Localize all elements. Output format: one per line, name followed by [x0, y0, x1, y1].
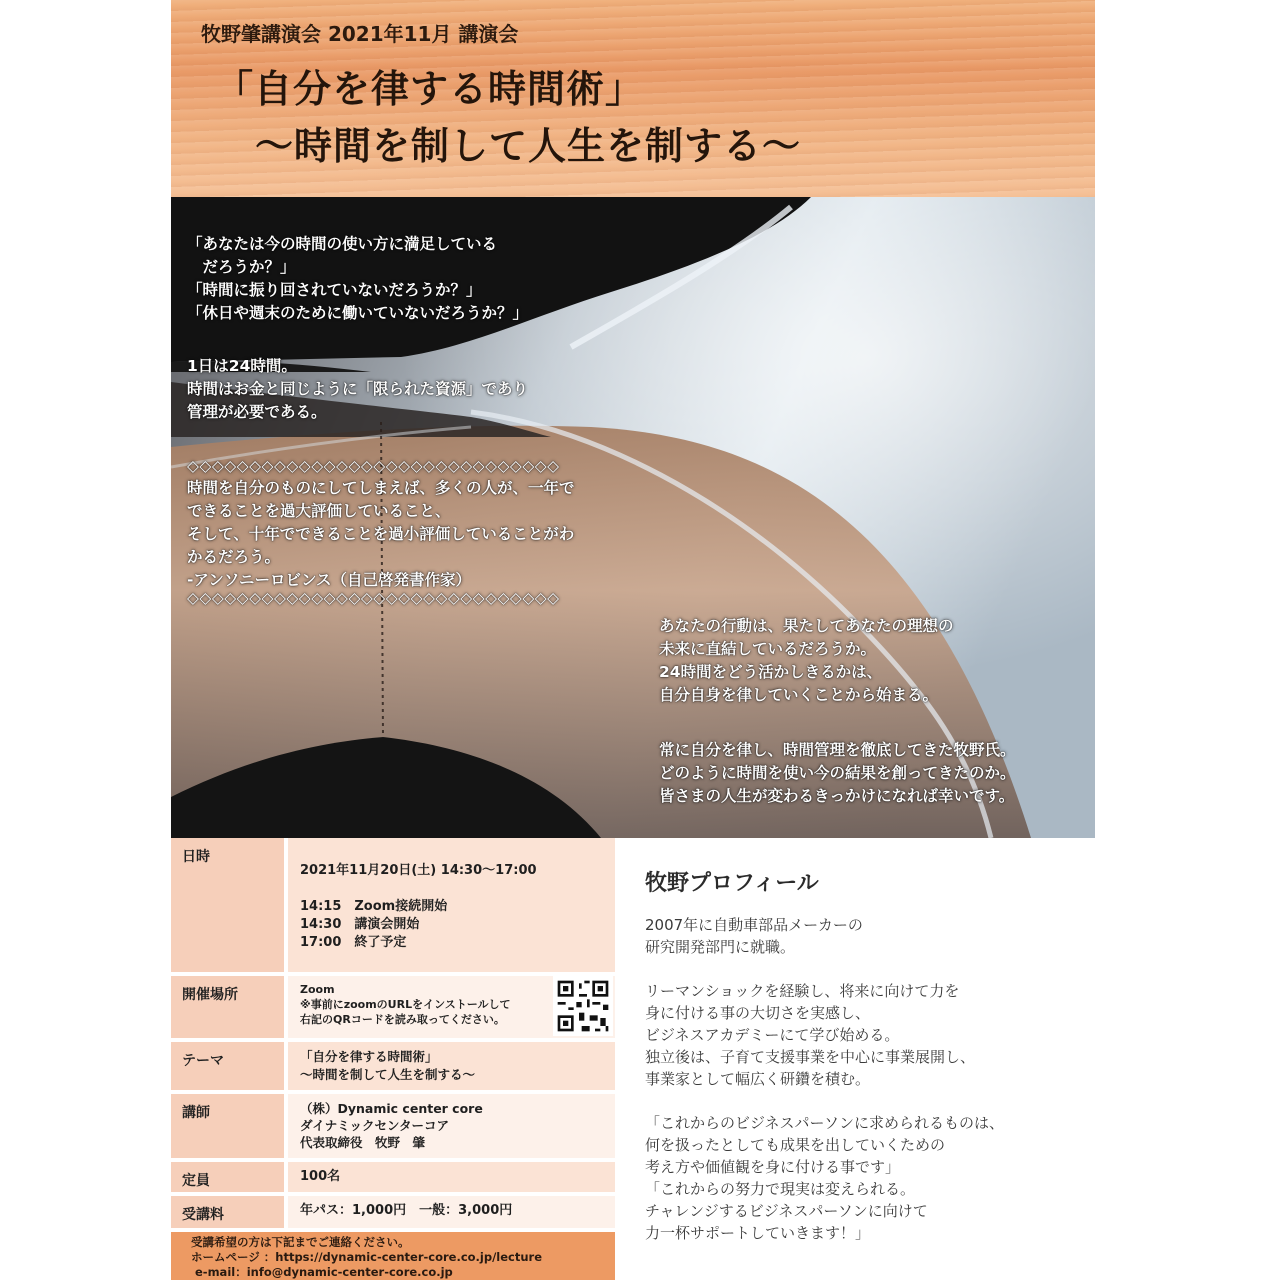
theme-label: テーマ — [171, 1042, 284, 1090]
profile-title: 牧野プロフィール — [645, 871, 819, 896]
venue-label: 開催場所 — [171, 976, 284, 1038]
table-row-fee — [171, 1196, 615, 1228]
hero-questions: 「あなたは今の時間の使い方に満足している だろうか？」 「時間に振り回されていないだろうか？」 「休日や週末のために働いていないだろうか？」 — [187, 235, 529, 322]
date-label: 日時 — [171, 838, 284, 972]
venue-value: Zoom ※事前にzoomのURLをインストールして 右記のQRコードを読み取ってください。 — [288, 976, 615, 1038]
lecturer-value: （株）Dynamic center core ダイナミックセンターコア 代表取締役 牧野 肇 — [288, 1094, 615, 1158]
lecturer-label: 講師 — [171, 1094, 284, 1158]
capacity-value: 100名 — [288, 1162, 615, 1192]
theme-value: 「自分を律する時間術」 ～時間を制して人生を制する～ — [288, 1042, 615, 1090]
table-row-venue — [171, 976, 615, 1038]
event-info-table — [171, 838, 615, 1280]
qr-code-icon[interactable] — [553, 976, 613, 1036]
capacity-label: 定員 — [171, 1162, 284, 1192]
event-line: 牧野肇講演会 2021年11月 講演会 — [201, 22, 519, 46]
hourglass-hero — [171, 197, 1095, 838]
fee-label: 受講料 — [171, 1196, 284, 1228]
hero-divider-top: ◇◇◇◇◇◇◇◇◇◇◇◇◇◇◇◇◇◇◇◇◇◇◇◇◇◇◇◇◇◇ — [187, 457, 560, 475]
profile-body: 2007年に自動車部品メーカーの 研究開発部門に就職。 リーマンショックを経験し、将来に向けて力を 身に付ける事の大切さを実感し、 ビジネスアカデミーにて学び始める。 独立後は、子育て支援事業を中心に事業展開し、 事業家として幅広く研鑽を積む。 「これからのビジネスパーソンに求められるものは、 何を扱ったとしても成果を出していくための 考え方や価値観を身に付ける事です」 「これからの努力で現実は変えられる。 チャレンジするビジネスパーソンに向けて 力一杯サポートしていきます！」 — [645, 916, 1004, 1242]
fee-value: 年パス：1,000円 一般：3,000円 — [288, 1196, 615, 1228]
table-row-capacity — [171, 1162, 615, 1192]
hero-divider-bottom: ◇◇◇◇◇◇◇◇◇◇◇◇◇◇◇◇◇◇◇◇◇◇◇◇◇◇◇◇◇◇ — [187, 589, 560, 607]
lecture-subtitle: ～時間を制して人生を制する～ — [255, 124, 802, 168]
hero-quote: 時間を自分のものにしてしまえば、多くの人が、一年で できることを過大評価していること、 そして、十年でできることを過小評価していることがわ かるだろう。 -アンソニーロビンス（自己啓発書作家） — [187, 479, 575, 589]
lecture-poster — [171, 0, 1095, 1280]
lecture-title: 「自分を律する時間術」 — [215, 67, 645, 111]
poster-header — [171, 0, 1095, 197]
hero-action-text: あなたの行動は、果たしてあなたの理想の 未来に直結しているだろうか。 24時間をどう活かしきるかは、 自分自身を律していくことから始まる。 — [659, 617, 954, 704]
date-value: 2021年11月20日(土) 14:30～17:00 14:15 Zoom接続開始 14:30 講演会開始 17:00 終了予定 — [288, 838, 615, 972]
hero-makino-text: 常に自分を律し、時間管理を徹底してきた牧野氏。 どのように時間を使い今の結果を創ってきたのか。 皆さまの人生が変わるきっかけになれば幸いです。 — [659, 741, 1016, 805]
table-row-lecturer — [171, 1094, 615, 1158]
table-row-date — [171, 838, 615, 972]
hero-resource-text: 1日は24時間。 時間はお金と同じように「限られた資源」であり 管理が必要である。 — [187, 357, 529, 421]
contact-info[interactable]: 受講希望の方は下記までご連絡ください。 ホームページ ：https://dynamic-center-core.co.jp/lecture e-mail：info@dynamic-center-core.co.jp — [171, 1232, 615, 1280]
table-row-theme — [171, 1042, 615, 1090]
